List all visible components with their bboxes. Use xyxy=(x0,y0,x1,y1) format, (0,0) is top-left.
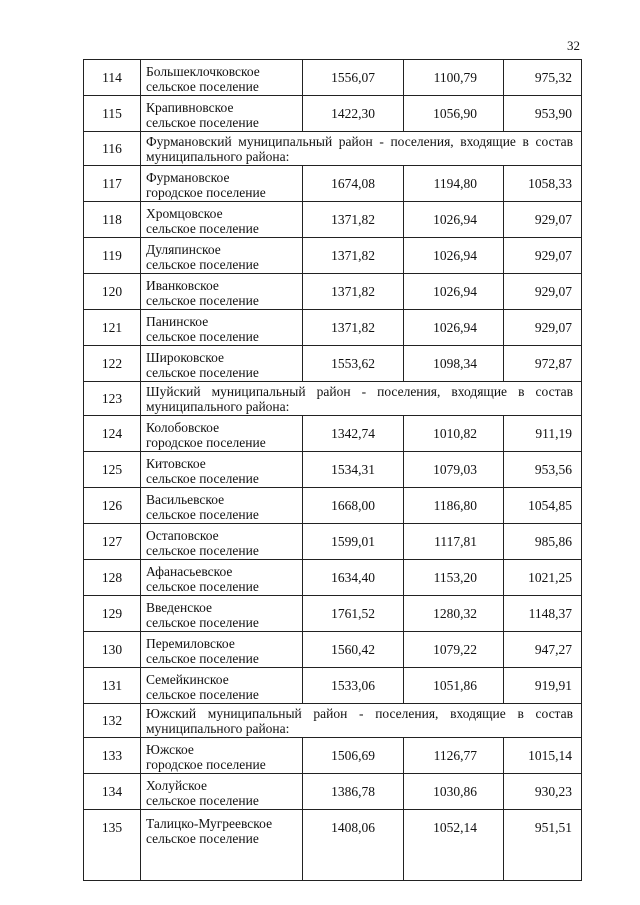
value-v1: 1553,62 xyxy=(303,346,404,382)
district-header-row xyxy=(84,704,582,738)
value-v1: 1408,06 xyxy=(303,810,404,881)
row-number: 126 xyxy=(84,488,141,524)
value-v1: 1560,42 xyxy=(303,632,404,668)
table-row xyxy=(84,560,582,596)
settlement-type-line2: сельское поселение xyxy=(146,614,259,630)
row-number: 131 xyxy=(84,668,141,704)
settlement-type-line2: сельское поселение xyxy=(146,364,259,380)
settlement-name xyxy=(141,452,303,488)
row-number: 129 xyxy=(84,596,141,632)
value-v2: 1117,81 xyxy=(404,524,504,560)
settlement-name xyxy=(141,60,303,96)
settlement-name-line1: Введенское xyxy=(146,599,212,615)
settlement-type-line2: сельское поселение xyxy=(146,292,259,308)
table-body xyxy=(84,60,582,881)
settlement-name-line1: Большеклочковское xyxy=(146,63,260,79)
value-v2: 1051,86 xyxy=(404,668,504,704)
value-v1: 1668,00 xyxy=(303,488,404,524)
row-number: 124 xyxy=(84,416,141,452)
settlement-type-line2: сельское поселение xyxy=(146,792,259,808)
district-header-row xyxy=(84,132,582,166)
settlement-name-line1: Крапивновское xyxy=(146,99,234,115)
settlement-name xyxy=(141,416,303,452)
row-number: 123 xyxy=(84,382,141,416)
settlement-type-line2: сельское поселение xyxy=(146,578,259,594)
settlement-name xyxy=(141,738,303,774)
page-number: 32 xyxy=(567,38,580,53)
row-number: 118 xyxy=(84,202,141,238)
row-number: 119 xyxy=(84,238,141,274)
settlement-type-line2: сельское поселение xyxy=(146,328,259,344)
value-v3: 1021,25 xyxy=(504,560,582,596)
row-number: 132 xyxy=(84,704,141,738)
value-v2: 1026,94 xyxy=(404,310,504,346)
row-number: 128 xyxy=(84,560,141,596)
row-number: 114 xyxy=(84,60,141,96)
row-number: 116 xyxy=(84,132,141,166)
value-v2: 1280,32 xyxy=(404,596,504,632)
value-v1: 1556,07 xyxy=(303,60,404,96)
value-v1: 1342,74 xyxy=(303,416,404,452)
settlement-type-line2: сельское поселение xyxy=(146,78,259,94)
settlement-type-line2: сельское поселение xyxy=(146,220,259,236)
value-v3: 1015,14 xyxy=(504,738,582,774)
settlement-name-line1: Афанасьевское xyxy=(146,563,233,579)
value-v2: 1079,03 xyxy=(404,452,504,488)
value-v2: 1010,82 xyxy=(404,416,504,452)
table-row xyxy=(84,166,582,202)
settlement-name-line1: Хромцовское xyxy=(146,205,223,221)
table-row xyxy=(84,488,582,524)
row-number: 122 xyxy=(84,346,141,382)
value-v3: 929,07 xyxy=(504,202,582,238)
table-row xyxy=(84,632,582,668)
settlement-type-line2: сельское поселение xyxy=(146,686,259,702)
table-row xyxy=(84,202,582,238)
value-v2: 1098,34 xyxy=(404,346,504,382)
value-v3: 930,23 xyxy=(504,774,582,810)
value-v1: 1761,52 xyxy=(303,596,404,632)
table-row xyxy=(84,346,582,382)
settlement-type-line2: сельское поселение xyxy=(146,114,259,130)
value-v3: 1148,37 xyxy=(504,596,582,632)
value-v3: 972,87 xyxy=(504,346,582,382)
settlement-name-line1: Китовское xyxy=(146,455,206,471)
settlement-name xyxy=(141,488,303,524)
settlement-type-line2: сельское поселение xyxy=(146,506,259,522)
value-v2: 1194,80 xyxy=(404,166,504,202)
settlement-name xyxy=(141,310,303,346)
value-v2: 1100,79 xyxy=(404,60,504,96)
settlement-name-line1: Васильевское xyxy=(146,491,225,507)
value-v3: 911,19 xyxy=(504,416,582,452)
table-row xyxy=(84,416,582,452)
row-number: 134 xyxy=(84,774,141,810)
table-row xyxy=(84,774,582,810)
value-v2: 1026,94 xyxy=(404,274,504,310)
value-v1: 1386,78 xyxy=(303,774,404,810)
settlement-type-line2: городское поселение xyxy=(146,434,266,450)
value-v3: 951,51 xyxy=(504,810,582,881)
settlement-name xyxy=(141,96,303,132)
value-v2: 1052,14 xyxy=(404,810,504,881)
row-number: 125 xyxy=(84,452,141,488)
settlement-name xyxy=(141,774,303,810)
value-v2: 1186,80 xyxy=(404,488,504,524)
settlement-name xyxy=(141,596,303,632)
table-row xyxy=(84,668,582,704)
district-header: Шуйский муниципальный район - поселения, входящие в состав муниципального района: xyxy=(141,382,582,416)
table-row xyxy=(84,96,582,132)
settlement-type-line2: сельское поселение xyxy=(146,542,259,558)
row-number: 135 xyxy=(84,810,141,881)
value-v3: 947,27 xyxy=(504,632,582,668)
value-v1: 1533,06 xyxy=(303,668,404,704)
settlement-name-line1: Колобовское xyxy=(146,419,220,435)
settlement-name xyxy=(141,632,303,668)
row-number: 130 xyxy=(84,632,141,668)
settlement-name-line1: Холуйское xyxy=(146,777,207,793)
value-v1: 1371,82 xyxy=(303,202,404,238)
value-v2: 1030,86 xyxy=(404,774,504,810)
value-v2: 1026,94 xyxy=(404,202,504,238)
settlement-name xyxy=(141,668,303,704)
row-number: 127 xyxy=(84,524,141,560)
settlement-name-line1: Фурмановское xyxy=(146,169,230,185)
value-v1: 1599,01 xyxy=(303,524,404,560)
value-v3: 1058,33 xyxy=(504,166,582,202)
value-v3: 929,07 xyxy=(504,238,582,274)
settlement-name xyxy=(141,560,303,596)
value-v1: 1371,82 xyxy=(303,310,404,346)
value-v2: 1126,77 xyxy=(404,738,504,774)
settlement-type-line2: городское поселение xyxy=(146,756,266,772)
settlement-name-line1: Панинское xyxy=(146,313,209,329)
value-v3: 975,32 xyxy=(504,60,582,96)
table-row xyxy=(84,596,582,632)
settlement-name-line1: Дуляпинское xyxy=(146,241,221,257)
settlement-name xyxy=(141,238,303,274)
district-header-row xyxy=(84,382,582,416)
settlement-name-line1: Иванковское xyxy=(146,277,219,293)
table-row xyxy=(84,60,582,96)
settlement-name xyxy=(141,202,303,238)
district-header: Фурмановский муниципальный район - поселения, входящие в состав муниципального района: xyxy=(141,132,582,166)
settlement-name-line1: Перемиловское xyxy=(146,635,235,651)
row-number: 121 xyxy=(84,310,141,346)
value-v1: 1674,08 xyxy=(303,166,404,202)
settlement-name-line1: Остаповское xyxy=(146,527,219,543)
value-v3: 953,56 xyxy=(504,452,582,488)
table-row xyxy=(84,238,582,274)
settlement-type-line2: сельское поселение xyxy=(146,256,259,272)
value-v1: 1371,82 xyxy=(303,238,404,274)
settlement-name xyxy=(141,274,303,310)
row-number: 117 xyxy=(84,166,141,202)
settlement-name-line1: Южское xyxy=(146,741,194,757)
table-row xyxy=(84,738,582,774)
settlement-name xyxy=(141,810,303,881)
district-header: Южский муниципальный район - поселения, входящие в состав муниципального района: xyxy=(141,704,582,738)
value-v3: 929,07 xyxy=(504,310,582,346)
value-v1: 1422,30 xyxy=(303,96,404,132)
row-number: 133 xyxy=(84,738,141,774)
settlement-name-line1: Талицко-Мугреевское xyxy=(146,816,273,831)
settlement-name xyxy=(141,524,303,560)
value-v3: 1054,85 xyxy=(504,488,582,524)
value-v1: 1506,69 xyxy=(303,738,404,774)
value-v3: 929,07 xyxy=(504,274,582,310)
settlement-type-line2: сельское поселение xyxy=(146,650,259,666)
value-v1: 1534,31 xyxy=(303,452,404,488)
value-v2: 1153,20 xyxy=(404,560,504,596)
settlement-name xyxy=(141,346,303,382)
value-v3: 919,91 xyxy=(504,668,582,704)
settlement-name-line1: Семейкинское xyxy=(146,671,229,687)
table-row xyxy=(84,274,582,310)
row-number: 115 xyxy=(84,96,141,132)
settlement-name xyxy=(141,166,303,202)
value-v3: 953,90 xyxy=(504,96,582,132)
settlement-type-line2: сельское поселение xyxy=(146,831,259,846)
row-number: 120 xyxy=(84,274,141,310)
table-row xyxy=(84,524,582,560)
value-v1: 1371,82 xyxy=(303,274,404,310)
table-row xyxy=(84,310,582,346)
table-row xyxy=(84,452,582,488)
value-v2: 1056,90 xyxy=(404,96,504,132)
settlements-table xyxy=(83,59,582,881)
settlement-type-line2: городское поселение xyxy=(146,184,266,200)
value-v3: 985,86 xyxy=(504,524,582,560)
value-v2: 1026,94 xyxy=(404,238,504,274)
table-row xyxy=(84,810,582,881)
settlement-type-line2: сельское поселение xyxy=(146,470,259,486)
settlement-name-line1: Широковское xyxy=(146,349,225,365)
value-v1: 1634,40 xyxy=(303,560,404,596)
value-v2: 1079,22 xyxy=(404,632,504,668)
